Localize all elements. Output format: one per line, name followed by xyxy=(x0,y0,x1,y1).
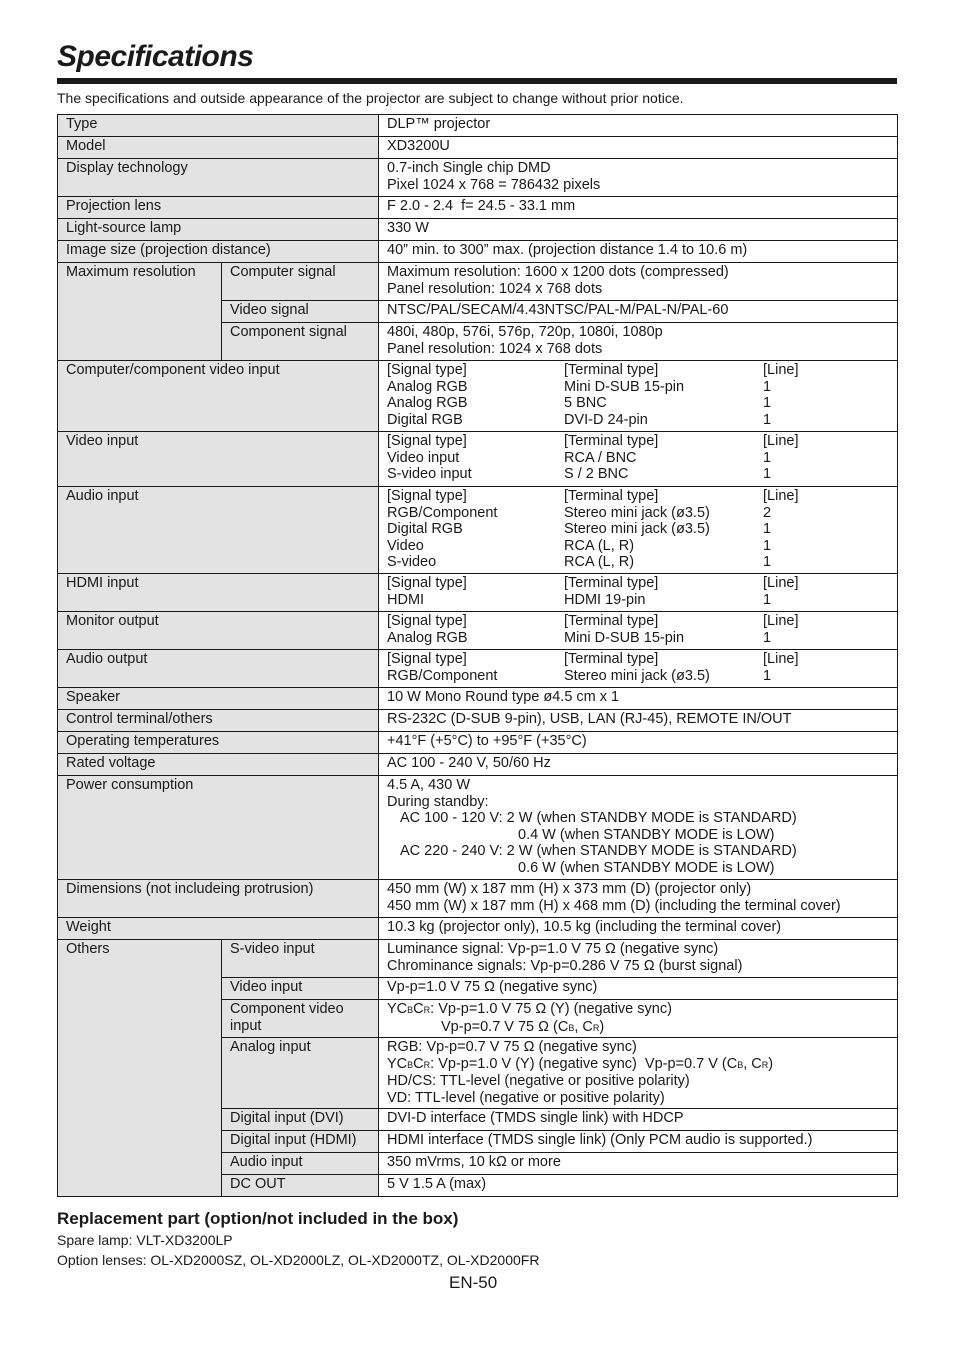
terminal-cell: [Signal type] xyxy=(387,651,467,667)
row-value: 350 mVrms, 10 kΩ or more xyxy=(379,1153,898,1175)
terminal-cell: [Line] xyxy=(763,362,799,378)
row-label: Display technology xyxy=(58,159,379,197)
terminal-cell: [Terminal type] xyxy=(564,575,659,591)
terminal-grid xyxy=(387,488,889,571)
terminal-cell: HDMI 19-pin xyxy=(564,591,646,608)
row-label: HDMI input xyxy=(58,574,379,612)
sub-label: Analog input xyxy=(222,1038,379,1109)
sub-label: Video signal xyxy=(222,301,379,323)
value-line: 480i, 480p, 576i, 576p, 720p, 1080i, 1080p xyxy=(387,324,663,340)
row-value xyxy=(379,323,898,361)
row-value: NTSC/PAL/SECAM/4.43NTSC/PAL-M/PAL-N/PAL-60 xyxy=(379,301,898,323)
terminal-cell: Stereo mini jack (ø3.5) xyxy=(564,521,710,537)
value-line: 0.4 W (when STANDBY MODE is LOW) xyxy=(518,826,775,843)
value-line: During standby: xyxy=(387,793,489,810)
row-label: Audio output xyxy=(58,650,379,688)
row-value xyxy=(379,776,898,880)
option-lenses-text: Option lenses: OL-XD2000SZ, OL-XD2000LZ, OL-XD2000TZ, OL-XD2000FR xyxy=(57,1252,540,1268)
terminal-grid xyxy=(387,575,889,608)
value-line: Chrominance signals: Vp-p=0.286 V 75 Ω (burst signal) xyxy=(387,957,743,974)
value-line: YCBCR: Vp-p=1.0 V (Y) (negative sync) Vp-p=0.7 V (CB, CR) xyxy=(387,1055,774,1072)
table-row xyxy=(58,115,898,137)
row-value: 5 V 1.5 A (max) xyxy=(379,1175,898,1197)
spare-lamp-text: Spare lamp: VLT-XD3200LP xyxy=(57,1232,233,1248)
value-line: 450 mm (W) x 187 mm (H) x 373 mm (D) (projector only) xyxy=(387,881,752,897)
table-row xyxy=(58,574,898,612)
value-line: AC 100 - 120 V: 2 W (when STANDBY MODE is STANDARD) xyxy=(400,810,797,826)
row-label: Monitor output xyxy=(58,612,379,650)
value-line: AC 220 - 240 V: 2 W (when STANDBY MODE is STANDARD) xyxy=(400,843,797,859)
table-row xyxy=(58,918,898,940)
terminal-cell: [Signal type] xyxy=(387,433,467,449)
row-value: XD3200U xyxy=(379,137,898,159)
row-value: +41°F (+5°C) to +95°F (+35°C) xyxy=(379,732,898,754)
value-line: Luminance signal: Vp-p=1.0 V 75 Ω (negative sync) xyxy=(387,941,719,957)
table-row xyxy=(58,241,898,263)
row-value: DLP™ projector xyxy=(379,115,898,137)
row-label: Video input xyxy=(58,432,379,487)
terminal-cell: Digital RGB xyxy=(387,521,463,537)
terminal-cell: 1 xyxy=(763,378,772,395)
value-line: 4.5 A, 430 W xyxy=(387,777,471,793)
row-value: HDMI interface (TMDS single link) (Only PCM audio is supported.) xyxy=(379,1131,898,1153)
row-label: Image size (projection distance) xyxy=(58,241,379,263)
terminal-cell: Analog RGB xyxy=(387,629,468,646)
row-label: Maximum resolution xyxy=(58,263,222,361)
value-line: RGB: Vp-p=0.7 V 75 Ω (negative sync) xyxy=(387,1039,637,1055)
row-label: Power consumption xyxy=(58,776,379,880)
terminal-cell: RCA (L, R) xyxy=(564,537,635,554)
row-value: RS-232C (D-SUB 9-pin), USB, LAN (RJ-45), REMOTE IN/OUT xyxy=(379,710,898,732)
row-value: 330 W xyxy=(379,219,898,241)
value-line: 0.6 W (when STANDBY MODE is LOW) xyxy=(518,859,775,876)
table-row xyxy=(58,650,898,688)
value-line: VD: TTL-level (negative or positive polarity) xyxy=(387,1089,665,1106)
row-value: F 2.0 - 2.4 f= 24.5 - 33.1 mm xyxy=(379,197,898,219)
row-value: AC 100 - 240 V, 50/60 Hz xyxy=(379,754,898,776)
terminal-cell: [Signal type] xyxy=(387,488,467,504)
row-value xyxy=(379,880,898,918)
terminal-cell: 1 xyxy=(763,466,772,482)
terminal-cell: HDMI xyxy=(387,591,425,608)
table-row xyxy=(58,432,898,487)
row-value xyxy=(379,574,898,612)
terminal-cell: 1 xyxy=(763,667,772,684)
terminal-cell: [Line] xyxy=(763,575,799,591)
row-label: Light-source lamp xyxy=(58,219,379,241)
row-value xyxy=(379,432,898,487)
value-line: Panel resolution: 1024 x 768 dots xyxy=(387,340,603,357)
table-row xyxy=(58,612,898,650)
sub-label: Computer signal xyxy=(222,263,379,301)
terminal-cell: 1 xyxy=(763,554,772,570)
row-value: Vp-p=1.0 V 75 Ω (negative sync) xyxy=(379,978,898,1000)
table-row xyxy=(58,940,898,978)
value-line: HD/CS: TTL-level (negative or positive polarity) xyxy=(387,1073,690,1089)
table-row xyxy=(58,776,898,880)
intro-text: The specifications and outside appearance of the projector are subject to change without prior notice. xyxy=(57,90,684,106)
terminal-cell: 1 xyxy=(763,591,772,608)
terminal-cell: 1 xyxy=(763,411,772,428)
sub-label: Component video input xyxy=(222,1000,379,1038)
terminal-cell: [Signal type] xyxy=(387,362,467,378)
row-value xyxy=(379,612,898,650)
terminal-cell: RGB/Component xyxy=(387,504,498,521)
row-value xyxy=(379,650,898,688)
terminal-cell: [Terminal type] xyxy=(564,651,659,667)
terminal-cell: S / 2 BNC xyxy=(564,466,629,482)
table-row xyxy=(58,754,898,776)
terminal-cell: [Signal type] xyxy=(387,613,467,629)
sub-label: Video input xyxy=(222,978,379,1000)
row-label: Type xyxy=(58,115,379,137)
terminal-cell: 1 xyxy=(763,395,772,411)
terminal-cell: [Line] xyxy=(763,433,799,449)
row-label: Others xyxy=(58,940,222,1197)
row-value xyxy=(379,940,898,978)
table-row xyxy=(58,159,898,197)
value-line: Pixel 1024 x 768 = 786432 pixels xyxy=(387,176,601,193)
row-value xyxy=(379,361,898,432)
table-row xyxy=(58,263,898,301)
terminal-cell: [Line] xyxy=(763,488,799,504)
terminal-cell: DVI-D 24-pin xyxy=(564,411,648,428)
terminal-grid xyxy=(387,433,889,483)
page-number: EN-50 xyxy=(449,1273,498,1292)
sub-label: S-video input xyxy=(222,940,379,978)
terminal-cell: Analog RGB xyxy=(387,378,468,395)
row-label: Operating temperatures xyxy=(58,732,379,754)
row-value: DVI-D interface (TMDS single link) with HDCP xyxy=(379,1109,898,1131)
value-line: 450 mm (W) x 187 mm (H) x 468 mm (D) (including the terminal cover) xyxy=(387,897,841,914)
table-row xyxy=(58,137,898,159)
terminal-cell: 2 xyxy=(763,504,772,521)
sub-label: Audio input xyxy=(222,1153,379,1175)
terminal-cell: 5 BNC xyxy=(564,395,607,411)
page-title: Specifications xyxy=(57,40,254,73)
terminal-cell: RCA (L, R) xyxy=(564,554,635,570)
row-label: Rated voltage xyxy=(58,754,379,776)
table-row xyxy=(58,361,898,432)
value-line: Maximum resolution: 1600 x 1200 dots (compressed) xyxy=(387,264,729,280)
terminal-cell: [Line] xyxy=(763,651,799,667)
terminal-cell: [Line] xyxy=(763,613,799,629)
row-value xyxy=(379,1000,898,1038)
sub-label: DC OUT xyxy=(222,1175,379,1197)
terminal-cell: Stereo mini jack (ø3.5) xyxy=(564,667,710,684)
terminal-cell: Video xyxy=(387,537,424,554)
value-line: Panel resolution: 1024 x 768 dots xyxy=(387,280,603,297)
terminal-cell: Mini D-SUB 15-pin xyxy=(564,378,685,395)
row-value xyxy=(379,1038,898,1109)
terminal-cell: Mini D-SUB 15-pin xyxy=(564,629,685,646)
row-value: 10.3 kg (projector only), 10.5 kg (including the terminal cover) xyxy=(379,918,898,940)
row-value xyxy=(379,159,898,197)
table-row xyxy=(58,710,898,732)
row-label: Audio input xyxy=(58,487,379,574)
spec-table xyxy=(57,114,898,1197)
terminal-cell: Analog RGB xyxy=(387,395,468,411)
title-rule xyxy=(57,78,897,84)
table-row xyxy=(58,197,898,219)
terminal-cell: [Terminal type] xyxy=(564,613,659,629)
row-value: 40” min. to 300” max. (projection distance 1.4 to 10.6 m) xyxy=(379,241,898,263)
terminal-grid xyxy=(387,362,889,428)
table-row xyxy=(58,219,898,241)
row-label: Dimensions (not includeing protrusion) xyxy=(58,880,379,918)
table-row xyxy=(58,688,898,710)
terminal-cell: Stereo mini jack (ø3.5) xyxy=(564,504,710,521)
terminal-cell: 1 xyxy=(763,537,772,554)
row-label: Model xyxy=(58,137,379,159)
row-label: Speaker xyxy=(58,688,379,710)
sub-label: Digital input (DVI) xyxy=(222,1109,379,1131)
terminal-cell: Video input xyxy=(387,449,460,466)
value-line: 0.7-inch Single chip DMD xyxy=(387,160,551,176)
terminal-cell: [Terminal type] xyxy=(564,433,659,449)
row-value xyxy=(379,487,898,574)
table-row xyxy=(58,732,898,754)
value-line: YCBCR: Vp-p=1.0 V 75 Ω (Y) (negative sync) xyxy=(387,1001,672,1017)
row-label: Weight xyxy=(58,918,379,940)
table-row xyxy=(58,487,898,574)
row-label: Projection lens xyxy=(58,197,379,219)
row-value xyxy=(379,263,898,301)
terminal-cell: 1 xyxy=(763,629,772,646)
terminal-cell: [Signal type] xyxy=(387,575,467,591)
terminal-grid xyxy=(387,613,889,646)
table-row xyxy=(58,880,898,918)
terminal-cell: S-video xyxy=(387,554,437,570)
row-label: Control terminal/others xyxy=(58,710,379,732)
terminal-grid xyxy=(387,651,889,684)
sub-label: Digital input (HDMI) xyxy=(222,1131,379,1153)
terminal-cell: RGB/Component xyxy=(387,667,498,684)
terminal-cell: S-video input xyxy=(387,466,472,482)
row-value: 10 W Mono Round type ø4.5 cm x 1 xyxy=(379,688,898,710)
terminal-cell: [Terminal type] xyxy=(564,362,659,378)
sub-label: Component signal xyxy=(222,323,379,361)
terminal-cell: Digital RGB xyxy=(387,411,463,428)
value-line: Vp-p=0.7 V 75 Ω (CB, CR) xyxy=(441,1018,605,1035)
terminal-cell: [Terminal type] xyxy=(564,488,659,504)
row-label: Computer/component video input xyxy=(58,361,379,432)
replacement-heading: Replacement part (option/not included in the box) xyxy=(57,1209,459,1228)
terminal-cell: 1 xyxy=(763,521,772,537)
terminal-cell: RCA / BNC xyxy=(564,449,637,466)
terminal-cell: 1 xyxy=(763,449,772,466)
